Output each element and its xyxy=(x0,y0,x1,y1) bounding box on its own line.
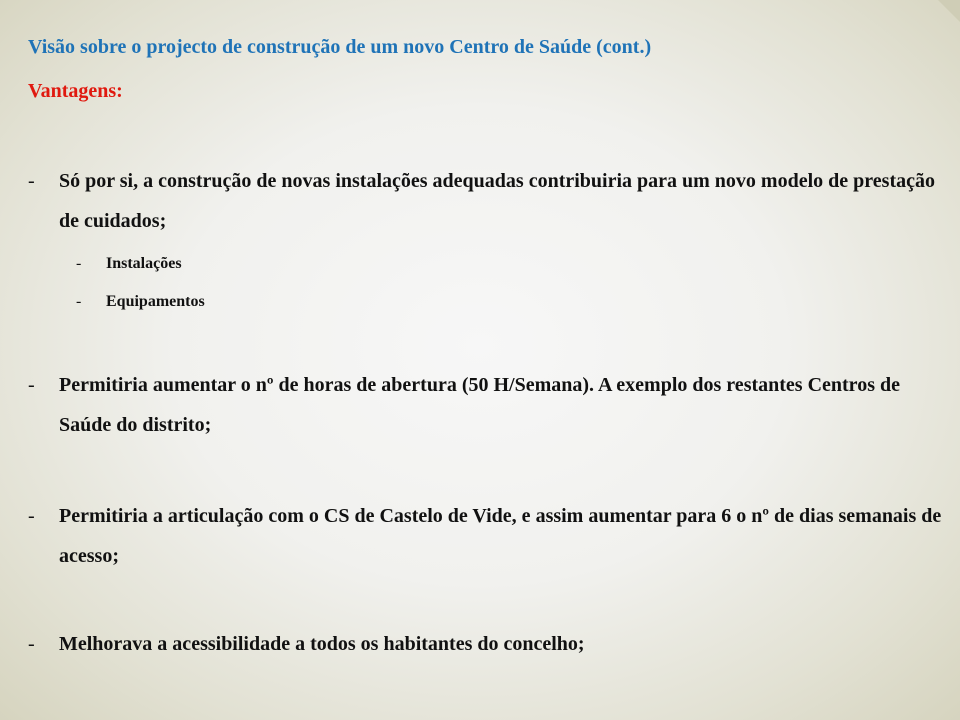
bullet-dash: - xyxy=(76,293,82,310)
bullet-text: Permitiria aumentar o nº de horas de abertura (50 H/Semana). A exemplo dos restantes Centros de Saúde do distrito; xyxy=(59,374,900,436)
sub-bullet-text: Instalações xyxy=(106,255,182,272)
sub-bullet-item-2 xyxy=(76,291,205,313)
triangle-ornament-icon xyxy=(938,0,960,22)
sub-bullet-text: Equipamentos xyxy=(106,293,205,310)
bullet-item-3 xyxy=(28,496,948,576)
bullet-dash: - xyxy=(76,255,82,272)
section-heading-vantagens: Vantagens: xyxy=(28,80,123,102)
bullet-item-1 xyxy=(28,161,948,241)
bullet-dash: - xyxy=(28,633,35,655)
sub-bullet-item-1 xyxy=(76,253,182,275)
bullet-dash: - xyxy=(28,374,35,396)
bullet-text: Permitiria a articulação com o CS de Castelo de Vide, e assim aumentar para 6 o nº de dias semanais de acesso; xyxy=(59,505,942,567)
bullet-dash: - xyxy=(28,170,35,192)
bullet-dash: - xyxy=(28,505,35,527)
bullet-text: Só por si, a construção de novas instalações adequadas contribuiria para um novo modelo de prestação de cuidados; xyxy=(59,170,935,232)
bullet-item-4 xyxy=(28,624,948,664)
bullet-text: Melhorava a acessibilidade a todos os habitantes do concelho; xyxy=(59,633,585,655)
slide-title: Visão sobre o projecto de construção de um novo Centro de Saúde (cont.) xyxy=(28,36,652,58)
bullet-item-2 xyxy=(28,365,948,445)
